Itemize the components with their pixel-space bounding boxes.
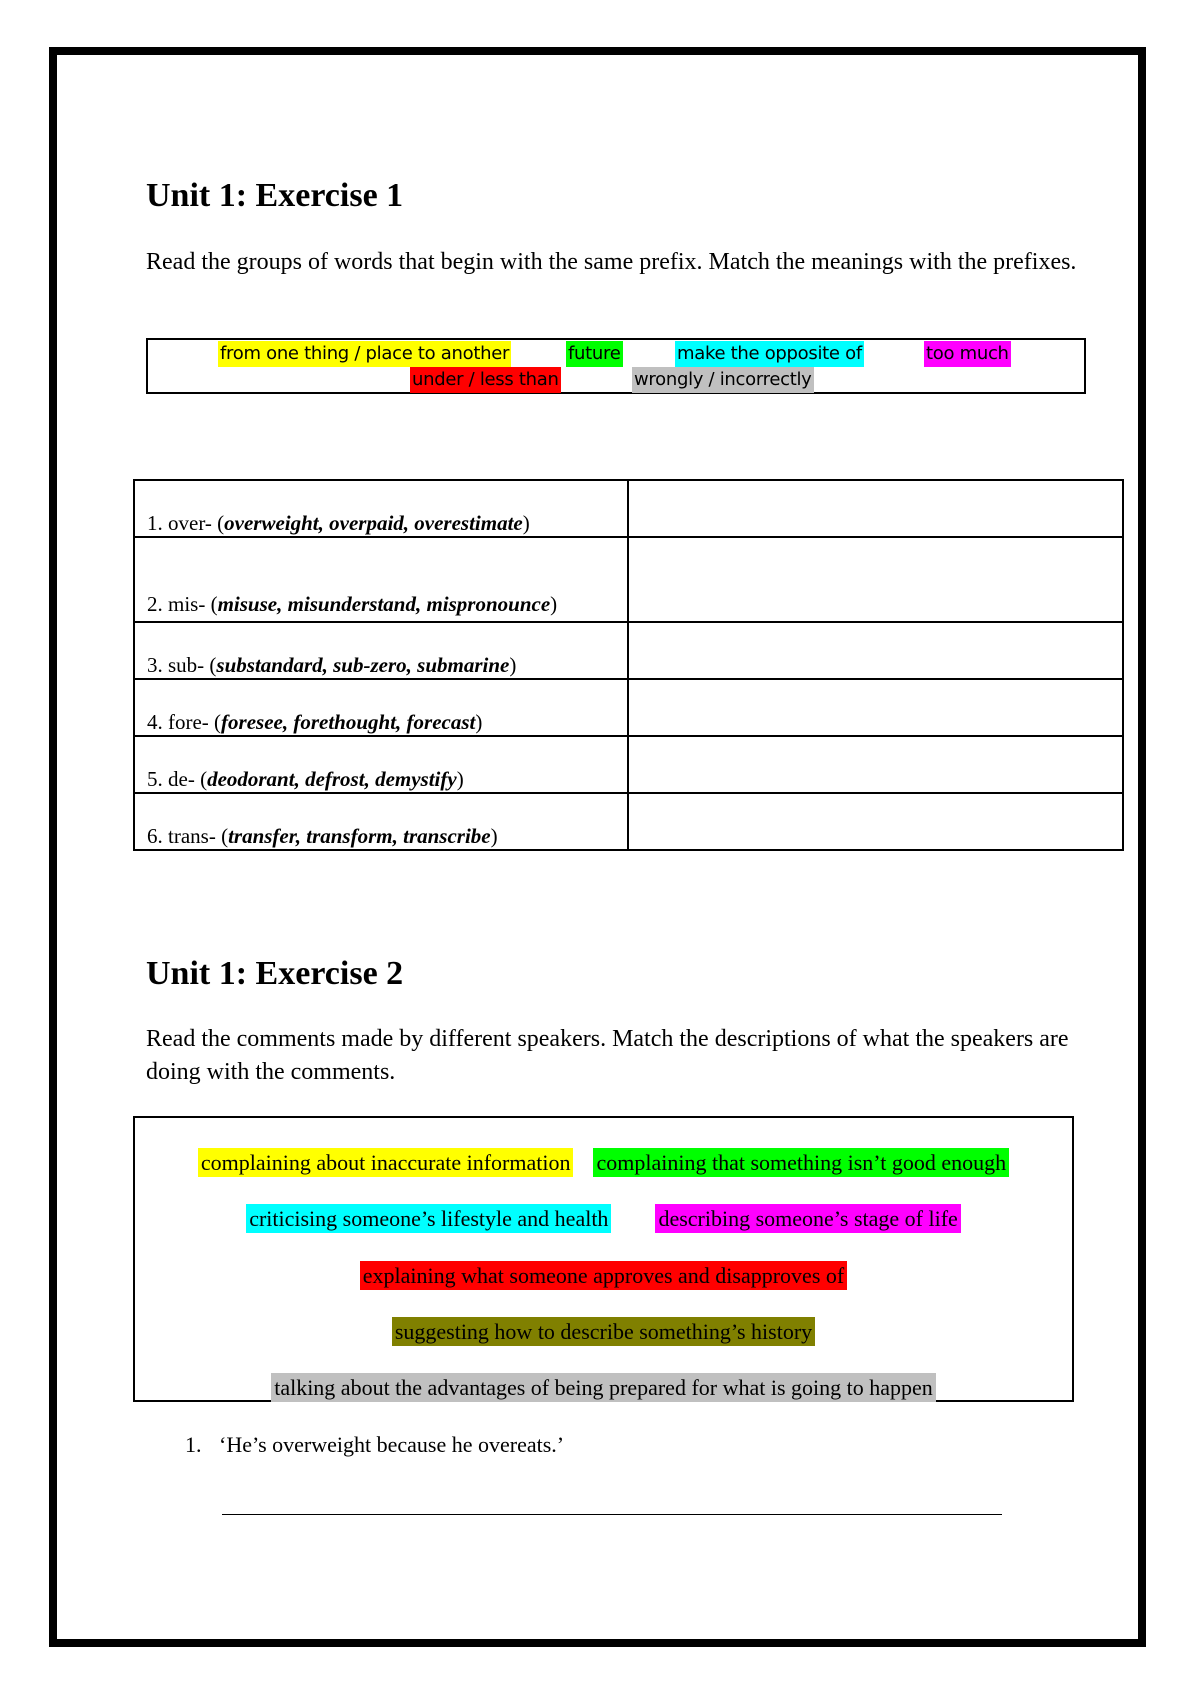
meaning-option[interactable]: from one thing / place to another — [218, 341, 511, 367]
descriptions-box — [133, 1116, 1074, 1402]
descriptions-row — [135, 1317, 1072, 1346]
description-option[interactable]: complaining about inaccurate information — [198, 1148, 574, 1177]
exercise-1-title: Unit 1: Exercise 1 — [146, 177, 404, 214]
meaning-option[interactable]: wrongly / incorrectly — [632, 367, 814, 393]
prefix-cell: 4. fore- (foresee, forethought, forecast) — [134, 679, 628, 736]
answer-cell[interactable] — [628, 537, 1123, 622]
description-option[interactable]: suggesting how to describe something’s history — [392, 1317, 815, 1346]
prefix-cell: 2. mis- (misuse, misunderstand, mispronounce) — [134, 537, 628, 622]
answer-cell[interactable] — [628, 793, 1123, 850]
meaning-option[interactable]: make the opposite of — [675, 341, 864, 367]
table-row — [134, 480, 1123, 537]
table-row — [134, 537, 1123, 622]
answer-cell[interactable] — [628, 679, 1123, 736]
comment-item — [185, 1430, 564, 1460]
prefix-table — [133, 479, 1124, 851]
exercise-1-instructions: Read the groups of words that begin with the same prefix. Match the meanings with the prefixes. — [146, 249, 1077, 275]
comment-text: ‘He’s overweight because he overeats.’ — [219, 1432, 565, 1457]
meaning-option[interactable]: under / less than — [410, 367, 561, 393]
descriptions-row — [135, 1261, 1072, 1290]
table-row — [134, 793, 1123, 850]
meanings-box — [146, 338, 1086, 394]
descriptions-row — [135, 1373, 1072, 1402]
meaning-option[interactable]: too much — [924, 341, 1011, 367]
description-option[interactable]: describing someone’s stage of life — [655, 1204, 960, 1233]
descriptions-row — [135, 1204, 1072, 1233]
meaning-option[interactable]: future — [566, 341, 623, 367]
answer-cell[interactable] — [628, 736, 1123, 793]
prefix-cell: 3. sub- (substandard, sub-zero, submarine) — [134, 622, 628, 679]
comment-number: 1. — [185, 1432, 202, 1457]
prefix-cell: 5. de- (deodorant, defrost, demystify) — [134, 736, 628, 793]
answer-cell[interactable] — [628, 622, 1123, 679]
prefix-cell: 1. over- (overweight, overpaid, overestimate) — [134, 480, 628, 537]
description-option[interactable]: criticising someone’s lifestyle and health — [246, 1204, 611, 1233]
table-row — [134, 736, 1123, 793]
answer-cell[interactable] — [628, 480, 1123, 537]
exercise-2-title: Unit 1: Exercise 2 — [146, 955, 404, 992]
answer-line[interactable] — [222, 1514, 1002, 1515]
descriptions-row — [135, 1148, 1072, 1177]
description-option[interactable]: talking about the advantages of being prepared for what is going to happen — [271, 1373, 936, 1402]
table-row — [134, 679, 1123, 736]
prefix-cell: 6. trans- (transfer, transform, transcribe) — [134, 793, 628, 850]
exercise-2-instructions: Read the comments made by different speakers. Match the descriptions of what the speakers are doing with the comments. — [146, 1026, 1069, 1085]
description-option[interactable]: complaining that something isn’t good enough — [593, 1148, 1009, 1177]
description-option[interactable]: explaining what someone approves and disapproves of — [360, 1261, 847, 1290]
table-row — [134, 622, 1123, 679]
